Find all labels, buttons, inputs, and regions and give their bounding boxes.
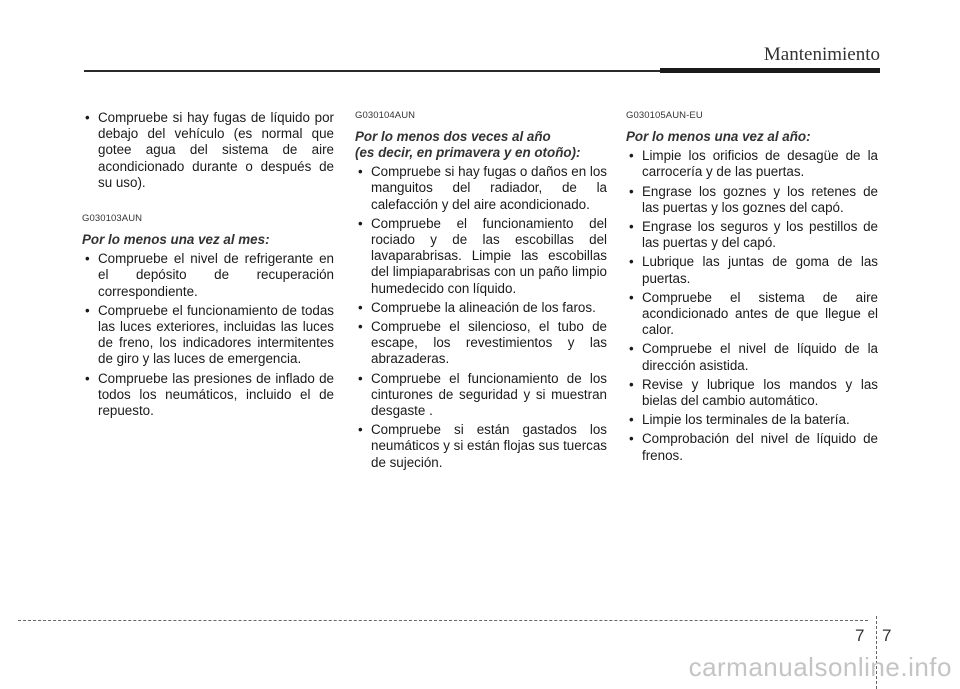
watermark: carmanualsonline.info — [688, 652, 952, 682]
list-item: • Revise y lubrique los mandos y las bielas del cambio automático. — [626, 377, 878, 409]
column-1 — [82, 110, 334, 422]
page-number: 7 — [882, 626, 892, 645]
list-item: • Engrase los goznes y los retenes de las puertas y los goznes del capó. — [626, 184, 878, 216]
list-item: • Limpie los terminales de la batería. — [626, 412, 878, 428]
list-item: • Compruebe el nivel de refrigerante en el depósito de recuperación correspondiente. — [82, 251, 334, 300]
list-item: • Compruebe el silencioso, el tubo de escape, los revestimientos y las abrazaderas. — [355, 319, 607, 368]
list-item: • Engrase los seguros y los pestillos de las puertas y del capó. — [626, 219, 878, 251]
section-heading: Por lo menos una vez al año: — [626, 129, 811, 145]
section-heading-line: (es decir, en primavera y en otoño): — [355, 145, 581, 161]
list-item: • Compruebe el nivel de líquido de la dirección asistida. — [626, 341, 878, 373]
list-item: • Compruebe si están gastados los neumáticos y si están flojas sus tuercas de sujeción. — [355, 422, 607, 471]
list-item: • Lubrique las juntas de goma de las puertas. — [626, 254, 878, 286]
list-item: • Compruebe el sistema de aire acondicionado antes de que llegue el calor. — [626, 290, 878, 339]
list-item: • Compruebe la alineación de los faros. — [355, 300, 607, 316]
monthly-list — [82, 251, 334, 419]
section-code: G030103AUN — [82, 213, 143, 225]
header-rule-accent — [660, 68, 880, 73]
section-code: G030104AUN — [355, 110, 416, 121]
list-item: • Compruebe si hay fugas o daños en los manguitos del radiador, de la calefacción y del aire acondicionado. — [355, 164, 607, 213]
list-item: • Compruebe el funcionamiento de los cinturones de seguridad y si muestran desgaste . — [355, 371, 607, 420]
list-item: • Compruebe si hay fugas de líquido por debajo del vehículo (es normal que gotee agua del sistema de aire acondicionado durante o después de su uso). — [82, 110, 334, 191]
list-item: • Compruebe el funcionamiento del rociado y de las escobillas del lavaparabrisas. Limpie las escobillas del limpiaparabrisas con un paño limpio humedecido con líquido. — [355, 216, 607, 297]
list-item: • Comprobación del nivel de líquido de frenos. — [626, 431, 878, 463]
section-heading: Por lo menos una vez al mes: — [82, 232, 270, 248]
chapter-number: 7 — [855, 626, 865, 645]
list-item: • Compruebe las presiones de inflado de todos los neumáticos, incluido el de repuesto. — [82, 371, 334, 420]
intro-list — [82, 110, 334, 191]
section-heading-line: Por lo menos dos veces al año — [355, 129, 551, 145]
annual-list — [626, 148, 878, 464]
section-heading — [355, 129, 607, 161]
column-3 — [626, 108, 878, 467]
footer-rule — [18, 620, 868, 621]
list-item: • Compruebe el funcionamiento de todas las luces exteriores, incluidas las luces de freno, los indicadores intermitentes de giro y las luces de emergencia. — [82, 303, 334, 368]
column-2 — [355, 108, 607, 474]
section-title: Mantenimiento — [763, 44, 880, 65]
section-code: G030105AUN-EU — [626, 110, 703, 121]
biannual-list — [355, 164, 607, 471]
list-item: • Limpie los orificios de desagüe de la carrocería y de las puertas. — [626, 148, 878, 180]
